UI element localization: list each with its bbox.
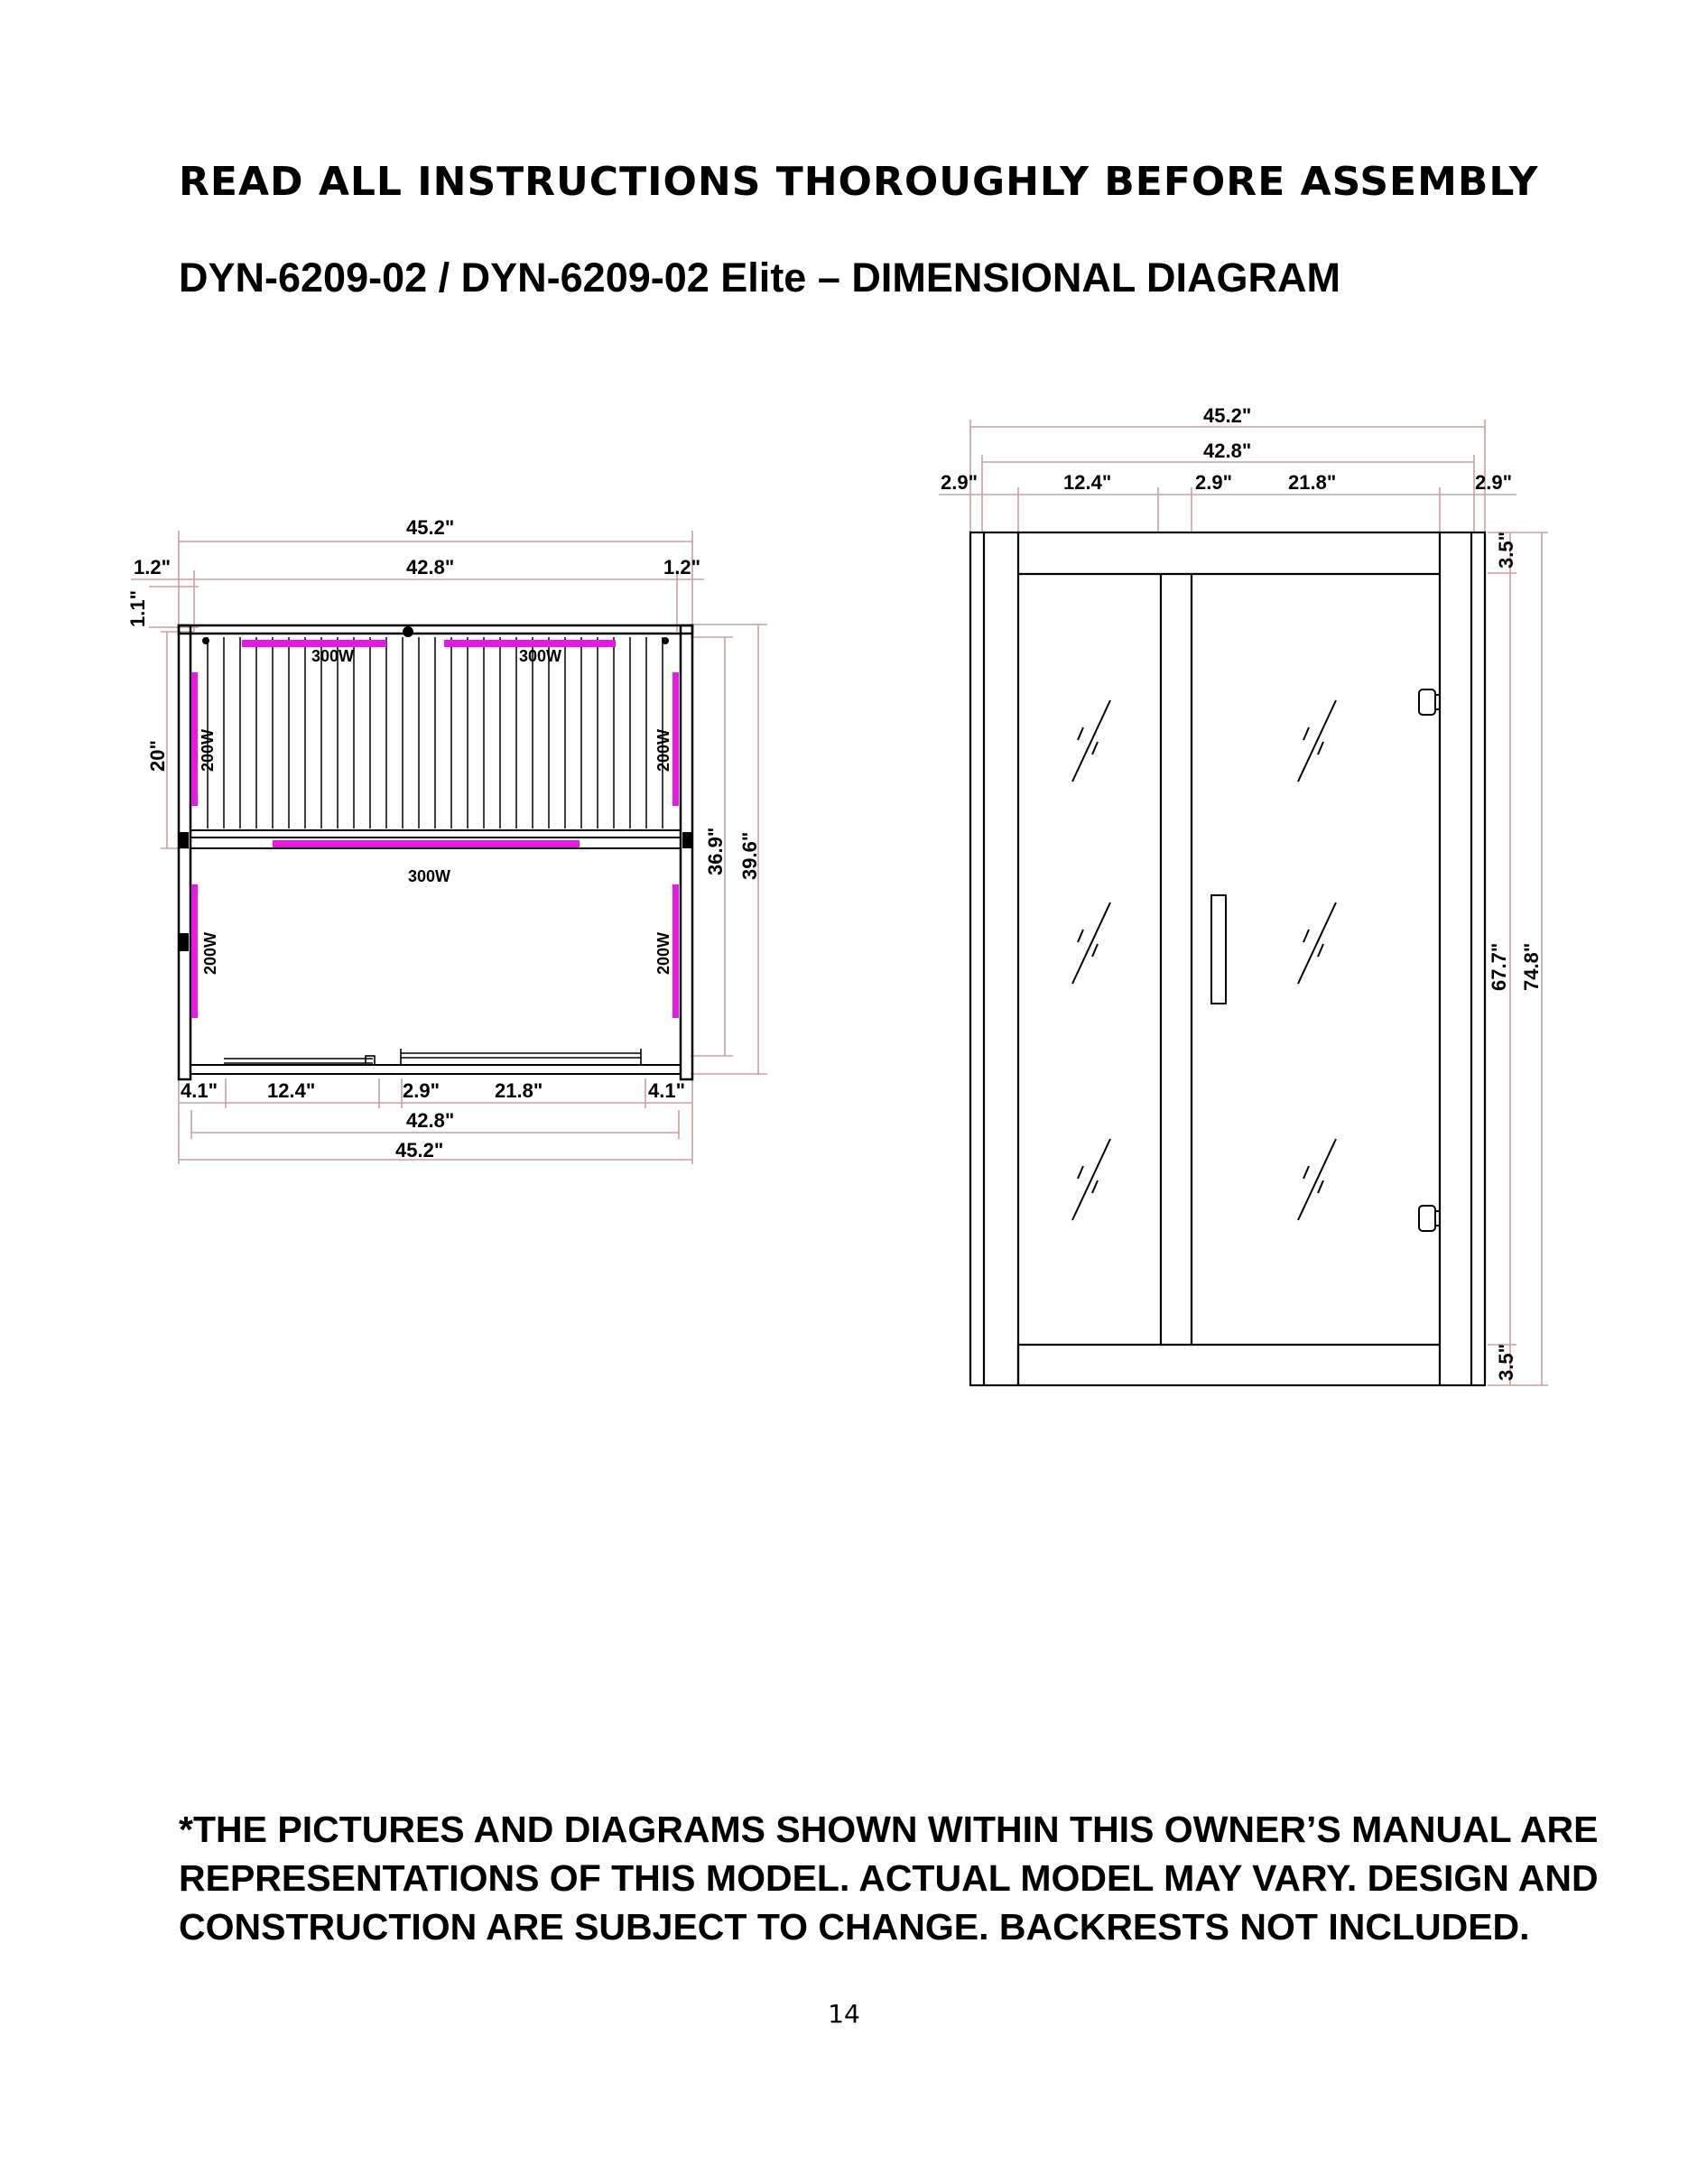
dim-front-fixed-glass: 12.4" <box>1063 471 1112 494</box>
door-hinge-upper <box>1419 689 1440 715</box>
page-number: 14 <box>828 1999 860 2029</box>
dim-top-left-wall: 1.2" <box>134 556 172 578</box>
dim-front-opening: 67.7" <box>1488 942 1510 991</box>
label-heater-bench: 300W <box>408 867 451 885</box>
front-glass-track <box>224 1049 641 1065</box>
top-view <box>126 516 767 1164</box>
heater-back-right <box>444 640 616 647</box>
dim-front-overall: 45.2" <box>1203 404 1252 427</box>
label-heater-back-right: 300W <box>519 647 562 665</box>
diagram-title: DYN-6209-02 / DYN-6209-02 Elite – DIMENSIONAL DIAGRAM <box>179 254 1341 301</box>
dim-top-overall: 45.2" <box>406 516 455 539</box>
heater-left-lower <box>191 884 198 1018</box>
dim-bottom-fixed-glass: 12.4" <box>267 1079 316 1102</box>
dim-side-inner-depth: 36.9" <box>704 827 727 875</box>
dim-front-top-beam: 3.5" <box>1495 531 1517 569</box>
dim-front-door: 21.8" <box>1288 471 1337 494</box>
dim-bottom-overall: 45.2" <box>395 1139 444 1161</box>
heater-right-upper <box>672 672 679 806</box>
door-hinge-lower <box>1419 1206 1440 1231</box>
dim-top-left-depth: 1.1" <box>126 589 149 627</box>
dim-front-bottom-beam: 3.5" <box>1495 1343 1517 1381</box>
dim-front-overall-height: 74.8" <box>1520 942 1543 991</box>
dim-top-right-wall: 1.2" <box>663 556 701 578</box>
dim-top-inner: 42.8" <box>406 556 455 578</box>
dim-bottom-frame: 2.9" <box>403 1079 441 1102</box>
disclaimer-note: *THE PICTURES AND DIAGRAMS SHOWN WITHIN THIS OWNER’S MANUAL ARE REPRESENTATIONS OF THIS MODEL. ACTUAL MODEL MAY VARY. DESIGN AND CONSTRUCTION ARE SUBJECT TO CHANGE. BACKRESTS NOT INCLUDED. <box>179 1809 1599 1948</box>
front-view <box>939 404 1548 1385</box>
heater-left-upper <box>191 672 198 806</box>
bench-slats <box>208 637 663 828</box>
dim-side-bench: 20" <box>146 740 169 772</box>
dim-front-frame: 2.9" <box>1195 471 1233 494</box>
label-heater-right-lower: 200W <box>654 931 672 975</box>
label-heater-left-upper: 200W <box>199 728 217 772</box>
dim-front-left-post: 2.9" <box>941 471 978 494</box>
dim-front-right-post: 2.9" <box>1475 471 1513 494</box>
heater-bench <box>273 840 580 847</box>
dim-bottom-inner: 42.8" <box>406 1109 455 1132</box>
front-view-dimension-lines <box>939 420 1548 1385</box>
dim-bottom-right-post: 4.1" <box>648 1079 686 1102</box>
page-heading: READ ALL INSTRUCTIONS THOROUGHLY BEFORE ASSEMBLY <box>179 159 1539 205</box>
front-view-frame <box>970 532 1485 1385</box>
dim-bottom-left-post: 4.1" <box>181 1079 218 1102</box>
glass-reflection-marks <box>1072 700 1336 1220</box>
door-handle[interactable] <box>1211 895 1226 1004</box>
label-heater-left-lower: 200W <box>201 931 219 975</box>
heater-back-left <box>242 640 386 647</box>
heater-right-lower <box>672 884 679 1018</box>
dim-bottom-door: 21.8" <box>495 1079 543 1102</box>
dim-front-inner: 42.8" <box>1203 440 1252 462</box>
label-heater-right-upper: 200W <box>654 728 672 772</box>
label-heater-back-left: 300W <box>311 647 355 665</box>
dim-side-overall-depth: 39.6" <box>738 831 761 880</box>
